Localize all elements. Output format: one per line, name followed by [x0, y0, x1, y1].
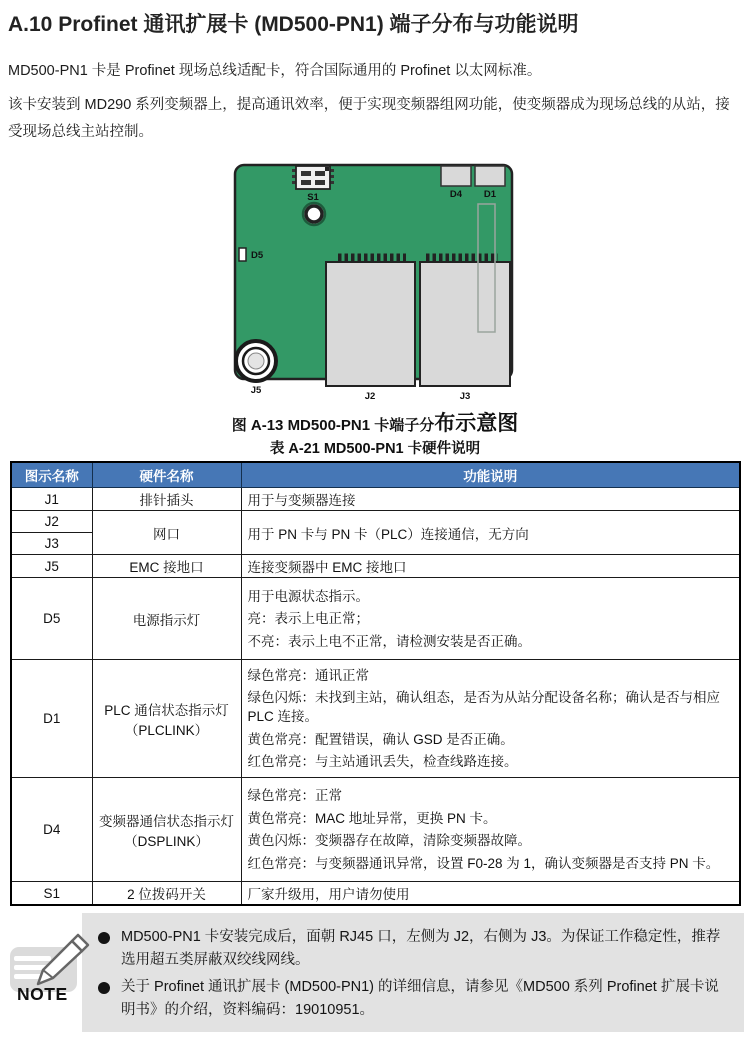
cell-id: J5	[11, 555, 92, 578]
table-row-d4	[11, 778, 740, 882]
note-item	[98, 976, 724, 1022]
figure-caption	[0, 407, 750, 437]
col-header-hardware-name: 硬件名称	[92, 462, 241, 488]
pencil-icon	[34, 930, 92, 990]
cell-hw: 变频器通信状态指示灯（DSPLINK）	[92, 778, 241, 882]
table-row-j1	[11, 488, 740, 511]
cell-id: D1	[11, 660, 92, 778]
label-j3: J3	[459, 391, 471, 402]
page-title: A.10 Profinet 通讯扩展卡 (MD500-PN1) 端子分布与功能说明	[8, 13, 579, 36]
led-d1	[475, 166, 505, 186]
led-d4	[441, 166, 471, 186]
desc-line: 黄色常亮：配置错误，确认 GSD 是否正确。	[247, 731, 514, 747]
desc-line: 红色常亮：与变频器通讯异常，设置 F0-28 为 1，确认变频器是否支持 PN 卡。	[247, 855, 720, 871]
col-header-function: 功能说明	[241, 462, 740, 488]
desc-line: 黄色常亮：MAC 地址异常，更换 PN 卡。	[247, 810, 497, 826]
rj45-port-j2	[326, 262, 415, 386]
note-text: MD500-PN1 卡安装完成后，面朝 RJ45 口，左侧为 J2，右侧为 J3。为保证工作稳定性，推荐选用超五类屏蔽双绞线网线。	[121, 929, 721, 968]
cell-desc	[241, 660, 740, 778]
cell-id: D4	[11, 778, 92, 882]
cell-id: D5	[11, 578, 92, 660]
table-row-s1	[11, 882, 740, 906]
mounting-hole-ring	[306, 206, 322, 222]
col-header-diagram-name: 图示名称	[11, 462, 92, 488]
bullet-icon	[98, 932, 110, 944]
figure-caption-large: 布示意图	[434, 412, 519, 435]
bullet-icon	[98, 982, 110, 994]
table-header-row	[11, 462, 740, 488]
label-s1: S1	[307, 192, 319, 203]
note-label: NOTE	[17, 984, 68, 1004]
emc-port-j5	[236, 341, 276, 381]
cell-hw: PLC 通信状态指示灯（PLCLINK）	[92, 660, 241, 778]
dip-switch-s1	[292, 166, 334, 189]
cell-id: J1	[11, 488, 92, 511]
table-row-d1	[11, 660, 740, 778]
pcb-diagram	[230, 162, 522, 408]
cell-id: J2	[11, 511, 92, 533]
label-d5: D5	[251, 250, 264, 261]
cell-desc	[241, 578, 740, 660]
table-caption: 表 A-21 MD500-PN1 卡硬件说明	[269, 441, 481, 457]
cell-hw: 排针插头	[92, 488, 241, 511]
pcb-board-svg	[230, 162, 522, 408]
table-row-j5	[11, 555, 740, 578]
note-text: 关于 Profinet 通讯扩展卡 (MD500-PN1) 的详细信息，请参见《MD500 系列 Profinet 扩展卡说明书》的介绍，资料编码：19010951。	[121, 979, 719, 1018]
cell-desc: 厂家升级用，用户请勿使用	[241, 882, 740, 906]
cell-hw: 网口	[92, 511, 241, 555]
description-paragraph: 该卡安装到 MD290 系列变频器上，提高通讯效率，便于实现变频器组网功能，使变频器成为现场总线的从站，接受现场总线主站控制。	[8, 97, 730, 140]
cell-desc: 用于与变频器连接	[241, 488, 740, 511]
figure-caption-normal: 图 A-13 MD500-PN1 卡端子分	[231, 417, 435, 434]
table-row-d5	[11, 578, 740, 660]
desc-line: 黄色闪烁：变频器存在故障，清除变频器故障。	[247, 833, 531, 849]
hardware-table	[10, 461, 741, 906]
desc-line: 亮：表示上电正常；	[247, 611, 369, 626]
cell-desc: 用于 PN 卡与 PN 卡（PLC）连接通信，无方向	[241, 511, 740, 555]
cell-hw: 电源指示灯	[92, 578, 241, 660]
cell-id: J3	[11, 533, 92, 555]
note-item	[98, 926, 724, 972]
cell-id: S1	[11, 882, 92, 906]
desc-line: 绿色常亮：通讯正常	[247, 667, 369, 683]
desc-line: 绿色常亮：正常	[247, 788, 342, 804]
desc-line: 不亮：表示上电不正常，请检测安装是否正确。	[247, 633, 531, 649]
rj45-port-j3	[420, 262, 510, 386]
label-j2: J2	[364, 391, 376, 402]
desc-line: 红色常亮：与主站通讯丢失，检查线路连接。	[247, 754, 518, 770]
label-d1: D1	[483, 189, 497, 200]
desc-line: 绿色闪烁：未找到主站，确认组态，是否为从站分配设备名称；确认是否与相应 PLC 连接。	[247, 690, 720, 725]
cell-hw: 2 位拨码开关	[92, 882, 241, 906]
desc-line: 用于电源状态指示。	[247, 588, 369, 604]
led-d5	[239, 248, 246, 261]
note-box	[82, 913, 744, 1032]
table-row-j2	[11, 511, 740, 533]
cell-desc	[241, 778, 740, 882]
label-j5: J5	[250, 385, 262, 396]
cell-hw: EMC 接地口	[92, 555, 241, 578]
label-d4: D4	[449, 189, 463, 200]
intro-paragraph: MD500-PN1 卡是 Profinet 现场总线适配卡，符合国际通用的 Profinet 以太网标准。	[8, 63, 542, 79]
cell-desc: 连接变频器中 EMC 接地口	[241, 555, 740, 578]
